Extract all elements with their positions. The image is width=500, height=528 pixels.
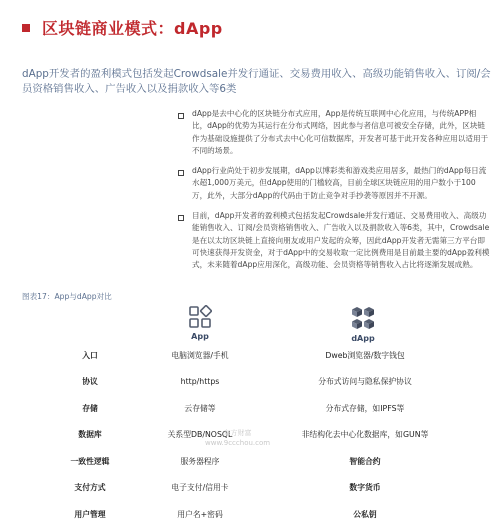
bullet-text: dApp是去中心化的区块链分布式应用，App是传统互联网中心化应用，与传统APP相比，dApp的优势为其运行在分布式网络，因此参与者信息可被安全存储，此外，区块链作为基础设施提供了分布式去中心化可信数据库，开发者可基于此开发各种应用以适用于不同的场景。	[192, 109, 489, 155]
dapp-cell: 数字货币	[349, 483, 381, 493]
checkbox-bullet-icon	[178, 113, 184, 119]
app-grid-icon	[188, 305, 212, 329]
dapp-cube-grid-icon	[350, 305, 376, 331]
dapp-cell: 智能合约	[349, 456, 381, 466]
app-column-header	[180, 305, 220, 341]
bullet-text: dApp行业尚处于初步发展期，dApp以博彩类和游戏类应用居多，最热门的dApp每日流水超1,000万美元，但dApp使用的门槛较高，目前全球区块链应用的用户数小于100万，此外，大部分dApp的代码由于防止竞争对手抄袭等原因并不开源。	[192, 166, 487, 200]
title-marker	[22, 24, 30, 32]
dapp-cell: 分布式存储，如IPFS等	[325, 403, 405, 413]
dapp-column-label: dApp	[351, 334, 375, 343]
dapp-column-header	[343, 305, 383, 343]
bullet-item	[178, 108, 490, 157]
dapp-cell: 非结构化去中心化数据库，如GUN等	[301, 430, 429, 440]
checkbox-bullet-icon	[178, 170, 184, 176]
app-cell: 电脑浏览器/手机	[171, 350, 229, 360]
app-cell: 用户名+密码	[177, 509, 223, 519]
app-cell: 关系型DB/NOSQL	[167, 430, 233, 440]
bullet-item	[178, 165, 490, 202]
dapp-cell: 公私钥	[353, 509, 377, 519]
bullet-list	[178, 108, 490, 280]
row-label: 一致性逻辑	[70, 456, 110, 466]
table-row	[40, 395, 470, 422]
table-row	[40, 369, 470, 396]
figure-caption: 图表17：App与dApp对比	[22, 292, 112, 301]
watermark-line1: 东方财富	[223, 429, 252, 437]
row-label: 支付方式	[74, 483, 106, 493]
app-column-label: App	[191, 332, 209, 341]
dapp-cell: Dweb浏览器/数字钱包	[325, 350, 405, 360]
dapp-cell: 分布式访问与隐私保护协议	[318, 377, 412, 387]
checkbox-bullet-icon	[178, 215, 184, 221]
app-cell: http/https	[180, 377, 220, 387]
app-cell: 云存储等	[184, 403, 216, 413]
row-label: 入口	[82, 350, 98, 360]
table-row	[40, 342, 470, 369]
page-header	[22, 16, 223, 39]
row-label: 数据库	[78, 430, 102, 440]
row-label: 存储	[82, 403, 98, 413]
app-cell: 服务器程序	[180, 456, 220, 466]
row-label: 用户管理	[74, 509, 106, 519]
bullet-text: 目前，dApp开发者的盈利模式包括发起Crowdsale并发行通证、交易费用收入、高级功能销售收入、订阅/会员资格销售收入、广告收入以及捐款收入等6类，其中，Crowdsale是在以太坊区块链上直接向朋友或用户发起的众筹，因此dApp开发者无需第三方平台即可快速获得开发资金，对于dApp中的交易收取一定比例费用是目前最主要的dApp盈利模式，未来随着dApp应用深化，高级功能、会员资格等销售收入占比将逐渐发展成熟。	[192, 211, 490, 270]
table-row	[40, 475, 470, 502]
watermark-line2: www.9ccchou.com	[205, 439, 271, 447]
watermark	[205, 428, 270, 448]
bullet-item	[178, 210, 490, 271]
table-row	[40, 448, 470, 475]
row-label: 协议	[82, 377, 98, 387]
intro-paragraph: dApp开发者的盈利模式包括发起Crowdsale并发行通证、交易费用收入、高级功能销售收入、订阅/会员资格销售收入、广告收入以及捐款收入等6类	[22, 68, 491, 95]
page-title: 区块链商业模式：dApp	[42, 19, 223, 38]
app-cell: 电子支付/信用卡	[171, 483, 229, 493]
